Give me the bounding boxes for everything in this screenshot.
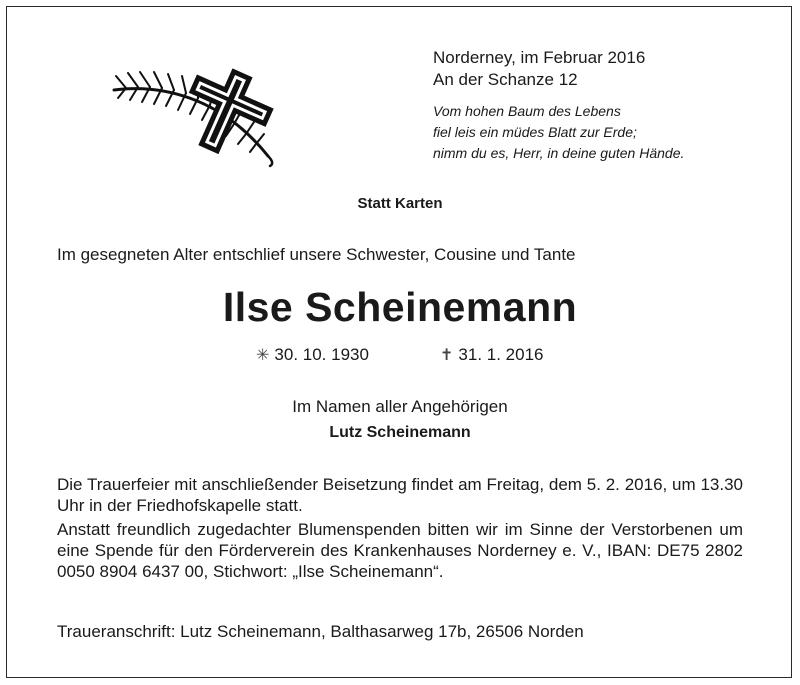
birth-date-value: 30. 10. 1930 — [274, 345, 369, 364]
verse-line: Vom hohen Baum des Lebens — [433, 103, 621, 119]
place-date: Norderney, im Februar 2016 — [433, 48, 646, 67]
signer-name: Lutz Scheinemann — [329, 424, 471, 441]
statt-karten: Statt Karten — [357, 195, 443, 212]
death-cross-icon: ✝ — [440, 347, 454, 364]
death-date — [440, 345, 543, 365]
contact-address: Traueranschrift: Lutz Scheinemann, Balthasarweg 17b, 26506 Norden — [57, 622, 584, 641]
on-behalf-line: Im Namen aller Angehörigen — [292, 397, 508, 416]
address: An der Schanze 12 — [433, 70, 578, 89]
verse — [433, 101, 773, 164]
birth-star-icon: ✳ — [256, 347, 270, 364]
intro-line: Im gesegneten Alter entschlief unsere Schwester, Cousine und Tante — [57, 245, 576, 264]
cross-with-palm-frond-icon — [110, 68, 280, 168]
verse-line: nimm du es, Herr, in deine guten Hände. — [433, 145, 685, 161]
deceased-name: Ilse Scheinemann — [222, 284, 578, 330]
birth-date — [256, 345, 369, 365]
funeral-paragraph: Die Trauerfeier mit anschließender Beisetzung findet am Freitag, dem 5. 2. 2016, um 13.30 Uhr in der Friedhofskapelle statt. — [57, 475, 743, 515]
donation-paragraph: Anstatt freundlich zugedachter Blumenspenden bitten wir im Sinne der Verstorbenen um eine Spende für den Förderverein des Krankenhauses Norderney e. V., IBAN: DE75 2802 0050 8904 6437 00, Stichwort: „Ilse Scheinemann“. — [57, 520, 743, 581]
verse-line: fiel leis ein müdes Blatt zur Erde; — [433, 124, 637, 140]
header-block — [433, 47, 773, 164]
death-date-value: 31. 1. 2016 — [458, 345, 544, 364]
